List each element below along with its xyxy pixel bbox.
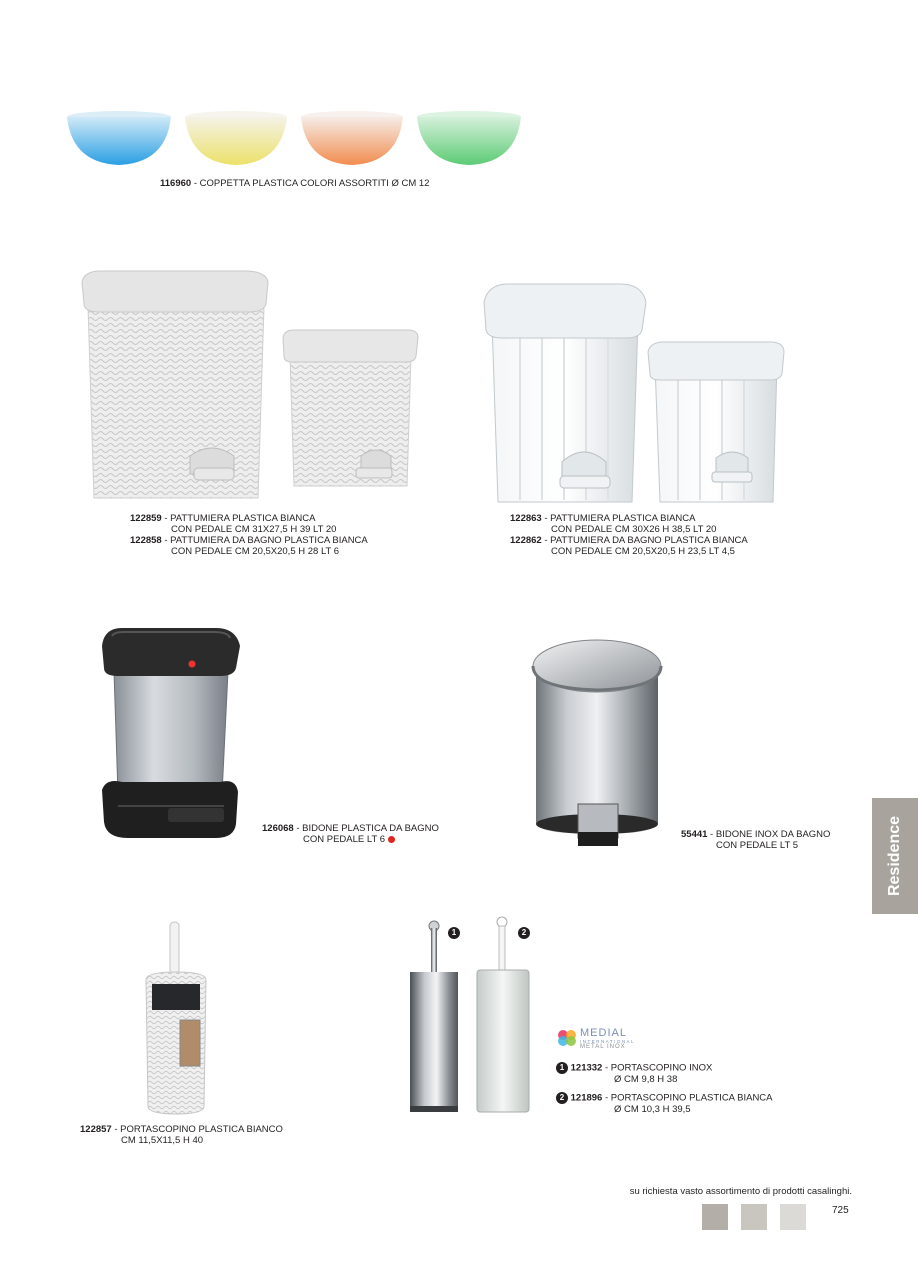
wicker-brush-holder-caption: 122857 - PORTASCOPINO PLASTICA BIANCO CM 11,5X11,5 H 40 [80,1124,283,1146]
black-lid-bin-caption: 126068 - BIDONE PLASTICA DA BAGNO CON PEDALE LT 6 [262,823,439,845]
bowl-blue [67,111,171,165]
bowls-caption: 116960 - COPPETTA PLASTICA COLORI ASSORTITI Ø CM 12 [160,178,430,189]
black-lid-bin-image [98,624,244,844]
section-tab-residence: Residence [872,798,918,914]
footer-swatch-3 [780,1204,806,1230]
small-wicker-bin [283,330,418,486]
bowl-green [417,111,521,165]
large-smooth-bin [484,284,646,502]
large-wicker-bin [82,271,268,498]
medial-logo-icon [556,1028,578,1048]
marker-1-icon: 1 [448,927,460,939]
marker-2-icon: 2 [518,927,530,939]
medial-logo-sub: INTERNATIONAL [580,1039,636,1044]
bowls-image [60,105,530,175]
inox-bin-caption: 55441 - BIDONE INOX DA BAGNO CON PEDALE LT 5 [681,829,831,851]
inox-bin-image [530,636,664,852]
smooth-bins-caption: 122863 - PATTUMIERA PLASTICA BIANCA CON PEDALE CM 30X26 H 38,5 LT 20 122862 - PATTUMIERA DA BAGNO PLASTICA BIANCA CON PEDALE CM 20,5X20,5 H 23,5 LT 4,5 [510,513,748,557]
footer-swatch-2 [741,1204,767,1230]
medial-logo-text: MEDIAL [580,1027,627,1039]
brush-holders-image [404,914,538,1118]
marker-2-icon: 2 [556,1092,568,1104]
wicker-bins-caption: 122859 - PATTUMIERA PLASTICA BIANCA CON PEDALE CM 31X27,5 H 39 LT 20 122858 - PATTUMIERA DA BAGNO PLASTICA BIANCA CON PEDALE CM 20,5X20,5 H 28 LT 6 [130,513,368,557]
white-brush-holder [477,917,529,1112]
brush-holder-1-caption: 1 121332 - PORTASCOPINO INOX Ø CM 9,8 H 38 [556,1062,712,1085]
footnote: su richiesta vasto assortimento di prodotti casalinghi. [629,1186,852,1197]
medial-logo-sub2: METAL INOX [580,1044,626,1050]
footer-swatch-1 [702,1204,728,1230]
marker-1-icon: 1 [556,1062,568,1074]
red-dot-icon [388,836,395,843]
smooth-bins-image [480,282,790,508]
bowl-yellow [185,111,287,165]
brush-holder-2-caption: 2 121896 - PORTASCOPINO PLASTICA BIANCA Ø CM 10,3 H 39,5 [556,1092,773,1115]
page-number: 725 [832,1205,849,1216]
wicker-bins-image [78,268,423,508]
bowl-orange [301,111,403,165]
inox-brush-holder [410,921,458,1112]
small-smooth-bin [648,342,784,502]
wicker-brush-holder-image [140,920,212,1118]
